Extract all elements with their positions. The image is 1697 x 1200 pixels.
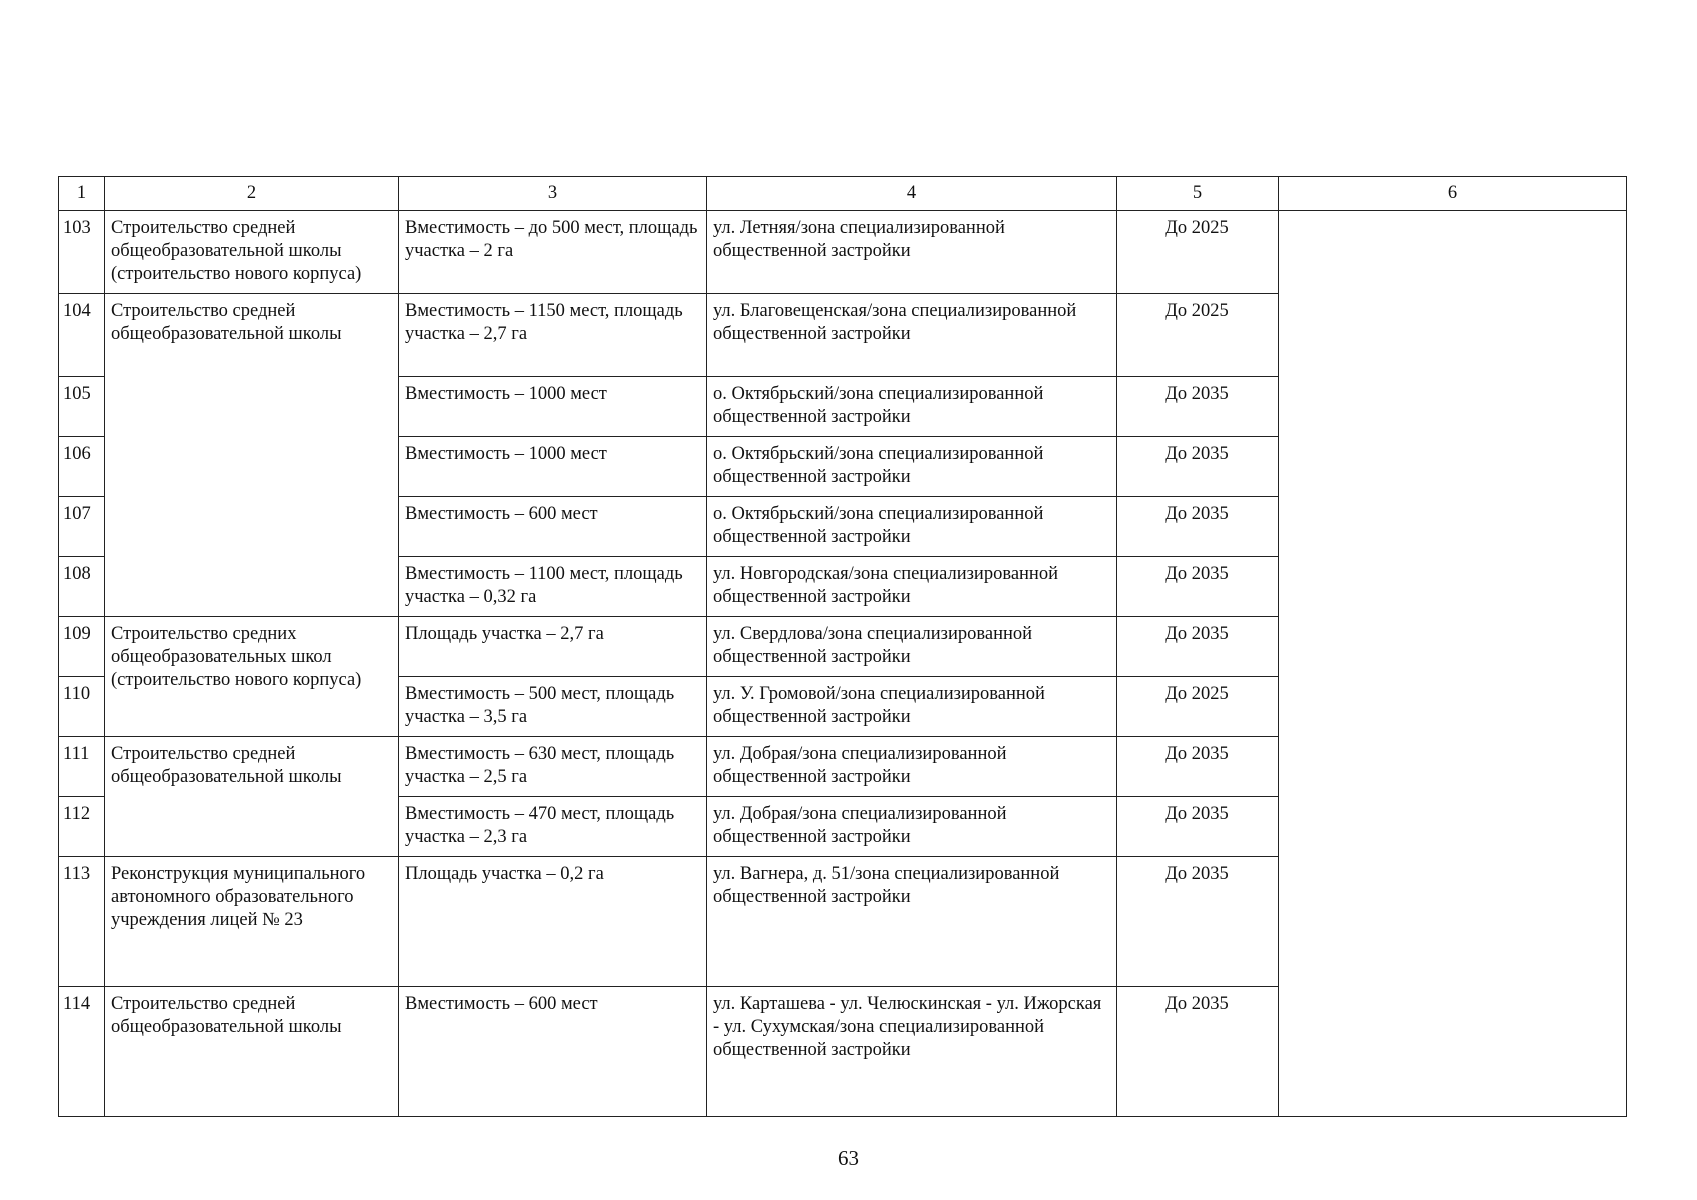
object-name: Строительство средней общеобразовательной школы (строительство нового корпуса) (105, 211, 399, 294)
implementation-term: До 2035 (1117, 987, 1279, 1117)
object-location: ул. Вагнера, д. 51/зона специализированной общественной застройки (707, 857, 1117, 987)
object-location: ул. Добрая/зона специализированной общественной застройки (707, 797, 1117, 857)
column-header: 2 (105, 177, 399, 211)
row-number: 109 (59, 617, 105, 677)
object-location: ул. Благовещенская/зона специализированной общественной застройки (707, 294, 1117, 377)
object-name: Строительство средней общеобразовательной школы (105, 294, 399, 617)
implementation-term: До 2035 (1117, 557, 1279, 617)
object-location: ул. Добрая/зона специализированной общественной застройки (707, 737, 1117, 797)
object-name: Строительство средних общеобразовательных школ (строительство нового корпуса) (105, 617, 399, 737)
object-parameters: Вместимость – 1000 мест (399, 377, 707, 437)
column-header: 4 (707, 177, 1117, 211)
row-number: 105 (59, 377, 105, 437)
implementation-term: До 2025 (1117, 677, 1279, 737)
row-number: 111 (59, 737, 105, 797)
implementation-term: До 2035 (1117, 617, 1279, 677)
object-parameters: Площадь участка – 0,2 га (399, 857, 707, 987)
object-parameters: Вместимость – 1100 мест, площадь участка – 0,32 га (399, 557, 707, 617)
row-number: 104 (59, 294, 105, 377)
object-parameters: Вместимость – 1150 мест, площадь участка – 2,7 га (399, 294, 707, 377)
object-parameters: Вместимость – 630 мест, площадь участка – 2,5 га (399, 737, 707, 797)
object-parameters: Площадь участка – 2,7 га (399, 617, 707, 677)
row-number: 107 (59, 497, 105, 557)
data-table (58, 176, 1627, 1117)
data-table-container (58, 176, 1626, 1117)
object-name: Строительство средней общеобразовательной школы (105, 737, 399, 857)
row-number: 106 (59, 437, 105, 497)
implementation-term: До 2035 (1117, 377, 1279, 437)
object-location: ул. Новгородская/зона специализированной общественной застройки (707, 557, 1117, 617)
object-location: ул. У. Громовой/зона специализированной общественной застройки (707, 677, 1117, 737)
row-number: 114 (59, 987, 105, 1117)
row-number: 113 (59, 857, 105, 987)
object-parameters: Вместимость – 470 мест, площадь участка – 2,3 га (399, 797, 707, 857)
column-header: 1 (59, 177, 105, 211)
object-parameters: Вместимость – 1000 мест (399, 437, 707, 497)
object-parameters: Вместимость – 600 мест (399, 987, 707, 1117)
object-parameters: Вместимость – 600 мест (399, 497, 707, 557)
implementation-term: До 2035 (1117, 797, 1279, 857)
column-header: 3 (399, 177, 707, 211)
object-location: ул. Карташева - ул. Челюскинская - ул. Ижорская - ул. Сухумская/зона специализированной общественной застройки (707, 987, 1117, 1117)
row-number: 108 (59, 557, 105, 617)
object-location: о. Октябрьский/зона специализированной общественной застройки (707, 377, 1117, 437)
object-location: ул. Свердлова/зона специализированной общественной застройки (707, 617, 1117, 677)
implementation-term: До 2035 (1117, 437, 1279, 497)
object-name: Реконструкция муниципального автономного образовательного учреждения лицей № 23 (105, 857, 399, 987)
object-name: Строительство средней общеобразовательной школы (105, 987, 399, 1117)
object-location: о. Октябрьский/зона специализированной общественной застройки (707, 437, 1117, 497)
implementation-term: До 2035 (1117, 857, 1279, 987)
object-location: о. Октябрьский/зона специализированной общественной застройки (707, 497, 1117, 557)
column-header: 6 (1279, 177, 1627, 211)
table-row (59, 211, 1627, 294)
object-location: ул. Летняя/зона специализированной общественной застройки (707, 211, 1117, 294)
header-row (59, 177, 1627, 211)
implementation-term: До 2025 (1117, 294, 1279, 377)
row-number: 110 (59, 677, 105, 737)
implementation-term: До 2025 (1117, 211, 1279, 294)
object-parameters: Вместимость – 500 мест, площадь участка – 3,5 га (399, 677, 707, 737)
column-6-cell (1279, 211, 1627, 1117)
row-number: 112 (59, 797, 105, 857)
column-header: 5 (1117, 177, 1279, 211)
object-parameters: Вместимость – до 500 мест, площадь участка – 2 га (399, 211, 707, 294)
implementation-term: До 2035 (1117, 497, 1279, 557)
row-number: 103 (59, 211, 105, 294)
implementation-term: До 2035 (1117, 737, 1279, 797)
page-number: 63 (838, 1146, 859, 1170)
